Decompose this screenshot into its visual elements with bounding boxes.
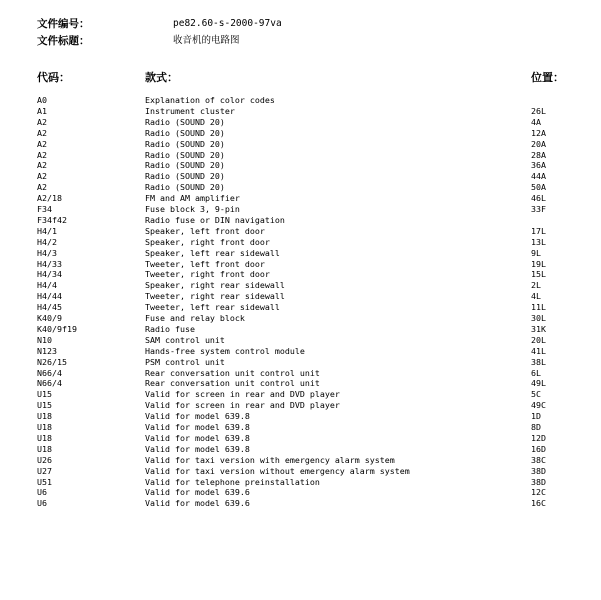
row-code: A2 — [37, 127, 47, 138]
row-description: Radio fuse or DIN navigation — [145, 214, 285, 225]
row-description: Radio (SOUND 20) — [145, 138, 225, 149]
row-description: SAM control unit — [145, 334, 225, 345]
row-description: Tweeter, left front door — [145, 258, 265, 269]
row-description: Valid for taxi version with emergency alarm system — [145, 454, 395, 465]
row-code: A2 — [37, 149, 47, 160]
row-code: U18 — [37, 443, 52, 454]
table-row — [0, 182, 601, 193]
row-description: Fuse and relay block — [145, 313, 245, 323]
row-description: Valid for model 639.6 — [145, 498, 250, 509]
table-row — [0, 215, 601, 226]
row-code: N10 — [37, 334, 52, 345]
row-description: Valid for model 639.6 — [145, 487, 250, 498]
row-code: U18 — [37, 432, 52, 443]
column-header-position: 位置： — [531, 71, 564, 84]
column-header-style: 款式： — [145, 71, 178, 84]
row-position: 6L — [531, 367, 541, 378]
row-description: FM and AM amplifier — [145, 193, 240, 204]
table-row — [0, 171, 601, 182]
row-code: N66/4 — [37, 367, 62, 378]
table-row — [0, 95, 601, 106]
row-description: Valid for taxi version without emergency alarm system — [145, 465, 410, 476]
row-position: 19L — [531, 258, 546, 269]
row-position: 9L — [531, 247, 541, 258]
table-row — [0, 291, 601, 302]
row-code: A2 — [37, 116, 47, 127]
row-description: Radio (SOUND 20) — [145, 182, 225, 193]
row-code: H4/45 — [37, 302, 62, 313]
row-position: 36A — [531, 160, 546, 171]
row-description: Valid for screen in rear and DVD player — [145, 400, 340, 411]
row-code: N123 — [37, 345, 57, 356]
row-position: 31K — [531, 323, 546, 334]
table-row — [0, 433, 601, 444]
table-row — [0, 269, 601, 280]
row-description: Radio fuse — [145, 323, 195, 334]
row-position: 5C — [531, 389, 541, 400]
row-code: A2/18 — [37, 193, 62, 204]
table-row — [0, 498, 601, 509]
row-description: Radio (SOUND 20) — [145, 116, 225, 127]
column-header-code: 代码： — [37, 71, 70, 84]
row-code: N26/15 — [37, 356, 67, 367]
row-position: 30L — [531, 313, 546, 323]
row-description: Speaker, right front door — [145, 236, 270, 247]
table-row — [0, 128, 601, 139]
row-position: 15L — [531, 269, 546, 280]
row-code: U6 — [37, 498, 47, 509]
row-description: Radio (SOUND 20) — [145, 127, 225, 138]
row-code: H4/33 — [37, 258, 62, 269]
row-position: 12D — [531, 432, 546, 443]
table-row — [0, 106, 601, 117]
row-description: PSM control unit — [145, 356, 225, 367]
row-description: Tweeter, right front door — [145, 269, 270, 280]
doc-number-value: pe82.60-s-2000-97va — [173, 18, 282, 29]
row-code: A0 — [37, 95, 47, 105]
table-row — [0, 237, 601, 248]
table-row — [0, 335, 601, 346]
row-description: Speaker, left front door — [145, 225, 265, 236]
row-code: U15 — [37, 389, 52, 400]
row-code: U15 — [37, 400, 52, 411]
row-code: U6 — [37, 487, 47, 498]
row-position: 44A — [531, 171, 546, 182]
row-description: Valid for telephone preinstallation — [145, 476, 320, 487]
row-position: 26L — [531, 105, 546, 116]
row-description: Radio (SOUND 20) — [145, 149, 225, 160]
row-description: Tweeter, left rear sidewall — [145, 302, 280, 313]
row-position: 46L — [531, 193, 546, 204]
table-row — [0, 280, 601, 291]
row-description: Rear conversation unit control unit — [145, 367, 320, 378]
row-position: 50A — [531, 182, 546, 193]
row-code: H4/44 — [37, 291, 62, 302]
row-position: 41L — [531, 345, 546, 356]
table-row — [0, 411, 601, 422]
table-row — [0, 400, 601, 411]
row-code: H4/3 — [37, 247, 57, 258]
table-row — [0, 444, 601, 455]
table-row — [0, 302, 601, 313]
table-row — [0, 487, 601, 498]
row-position: 38L — [531, 356, 546, 367]
row-description: Valid for model 639.8 — [145, 411, 250, 422]
row-position: 13L — [531, 236, 546, 247]
table-row — [0, 477, 601, 488]
row-code: U18 — [37, 411, 52, 422]
row-description: Valid for model 639.8 — [145, 422, 250, 432]
row-position: 11L — [531, 302, 546, 313]
table-row — [0, 357, 601, 368]
row-position: 20A — [531, 138, 546, 149]
row-description: Hands-free system control module — [145, 345, 305, 356]
table-row — [0, 150, 601, 161]
row-description: Radio (SOUND 20) — [145, 160, 225, 171]
row-position: 17L — [531, 225, 546, 236]
row-code: A2 — [37, 138, 47, 149]
row-description: Speaker, right rear sidewall — [145, 280, 285, 291]
table-row — [0, 466, 601, 477]
row-description: Instrument cluster — [145, 105, 235, 116]
row-position: 4L — [531, 291, 541, 302]
row-code: K40/9 — [37, 313, 62, 323]
row-code: F34 — [37, 204, 52, 214]
row-code: U27 — [37, 465, 52, 476]
row-description: Tweeter, right rear sidewall — [145, 291, 285, 302]
row-code: K40/9f19 — [37, 323, 77, 334]
row-description: Rear conversation unit control unit — [145, 378, 320, 389]
table-row — [0, 346, 601, 357]
row-position: 20L — [531, 334, 546, 345]
row-code: A1 — [37, 105, 47, 116]
row-code: H4/4 — [37, 280, 57, 291]
row-position: 49C — [531, 400, 546, 411]
doc-title-value: 收音机的电路图 — [173, 35, 240, 46]
row-position: 2L — [531, 280, 541, 291]
row-position: 33F — [531, 204, 546, 214]
row-description: Speaker, left rear sidewall — [145, 247, 280, 258]
table-row — [0, 117, 601, 128]
row-position: 12A — [531, 127, 546, 138]
table-row — [0, 455, 601, 466]
row-position: 38D — [531, 476, 546, 487]
row-position: 28A — [531, 149, 546, 160]
doc-number-label: 文件编号： — [37, 18, 90, 30]
row-code: H4/2 — [37, 236, 57, 247]
row-description: Valid for screen in rear and DVD player — [145, 389, 340, 400]
table-row — [0, 160, 601, 171]
row-code: A2 — [37, 171, 47, 182]
row-code: U26 — [37, 454, 52, 465]
table-row — [0, 248, 601, 259]
row-position: 1D — [531, 411, 541, 422]
row-description: Fuse block 3, 9-pin — [145, 204, 240, 214]
row-code: N66/4 — [37, 378, 62, 389]
row-description: Radio (SOUND 20) — [145, 171, 225, 182]
table-row — [0, 422, 601, 433]
table-row — [0, 139, 601, 150]
doc-title-label: 文件标题： — [37, 35, 90, 47]
table-row — [0, 204, 601, 215]
row-position: 49L — [531, 378, 546, 389]
row-position: 12C — [531, 487, 546, 498]
row-code: F34f42 — [37, 214, 67, 225]
table-row — [0, 259, 601, 270]
table-row — [0, 389, 601, 400]
table-row — [0, 193, 601, 204]
row-description: Explanation of color codes — [145, 95, 275, 105]
row-code: A2 — [37, 182, 47, 193]
row-position: 16D — [531, 443, 546, 454]
row-code: H4/34 — [37, 269, 62, 280]
row-position: 38C — [531, 454, 546, 465]
table-row — [0, 313, 601, 324]
row-description: Valid for model 639.8 — [145, 443, 250, 454]
table-row — [0, 368, 601, 379]
row-position: 4A — [531, 116, 541, 127]
row-position: 38D — [531, 465, 546, 476]
row-position: 16C — [531, 498, 546, 509]
row-position: 8D — [531, 422, 541, 432]
table-row — [0, 226, 601, 237]
table-row — [0, 324, 601, 335]
row-code: H4/1 — [37, 225, 57, 236]
row-code: A2 — [37, 160, 47, 171]
row-code: U51 — [37, 476, 52, 487]
row-code: U18 — [37, 422, 52, 432]
table-row — [0, 378, 601, 389]
row-description: Valid for model 639.8 — [145, 432, 250, 443]
